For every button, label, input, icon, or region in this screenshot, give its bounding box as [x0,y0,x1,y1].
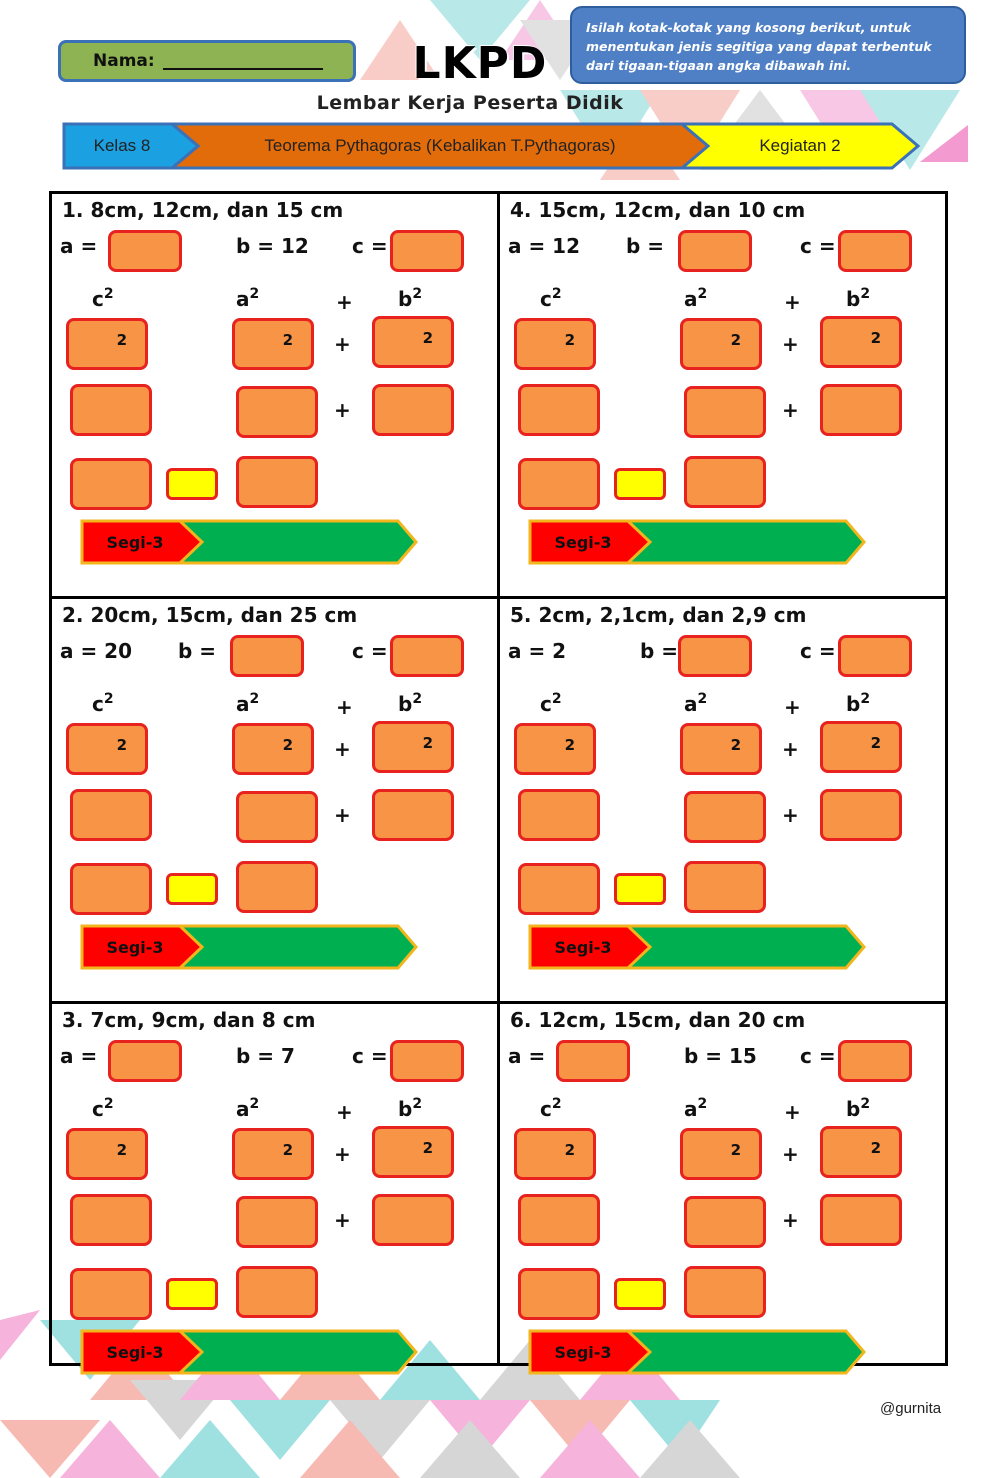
problem-cell-4 [500,194,948,600]
exponent-label: 2 [422,1139,433,1157]
b-squared-header: $b^2$ [398,691,423,716]
c-squared-header: $c^2$ [92,1096,114,1121]
input-a[interactable] [108,1040,182,1082]
input-a-plus-b-result[interactable] [684,456,766,508]
c-squared-header: $c^2$ [92,286,114,311]
label-c: c = [352,234,388,258]
plus-sign: + [782,803,799,827]
c-squared-header: $c^2$ [540,1096,562,1121]
a-squared-header: $a^2$ [684,1096,708,1121]
input-a-squared[interactable] [232,318,314,370]
input-a-squared[interactable] [680,723,762,775]
label-b: b = [626,234,665,258]
problem-title: 6. 12cm, 15cm, dan 20 cm [510,1008,806,1032]
label-c: c = [352,639,388,663]
input-a-squared-value[interactable] [236,791,318,843]
input-c-squared[interactable] [66,1128,148,1180]
input-a[interactable] [556,1040,630,1082]
problem-cell-1 [52,194,500,600]
input-a-squared-value[interactable] [684,1196,766,1248]
comparison-sign-input[interactable] [166,873,218,905]
exponent-label: 2 [730,331,741,349]
input-c[interactable] [838,635,912,677]
exponent-label: 2 [116,1141,127,1159]
label-c: c = [800,1044,836,1068]
label-a: a = 2 [508,639,567,663]
exponent-label: 2 [282,1141,293,1159]
label-b: b = 15 [684,1044,757,1068]
c-squared-header: $c^2$ [540,691,562,716]
credit-text: @gurnita [880,1400,942,1417]
input-b[interactable] [678,230,752,272]
plus-sign: + [334,1142,351,1166]
problem-cell-3 [52,1004,500,1410]
input-b-squared[interactable] [820,721,902,773]
instruction-box: Isilah kotak-kotak yang kosong berikut, untuk menentukan jenis segitiga yang dapat terbentuk dari tigaan-tigaan angka dibawah ini. [570,6,966,84]
input-a-squared[interactable] [232,723,314,775]
input-c-squared-value[interactable] [70,1194,152,1246]
banner-kegiatan: Kegiatan 2 [759,136,841,155]
problem-cell-5 [500,599,948,1005]
triangle-type-label: Segi-3 [106,1342,164,1362]
triangle-type-input[interactable] [192,1333,392,1371]
label-a: a = [60,234,98,258]
plus-sign: + [782,737,799,761]
input-a-squared-value[interactable] [684,791,766,843]
label-c: c = [352,1044,388,1068]
input-c-squared-value[interactable] [70,789,152,841]
label-b: b = [640,639,679,663]
comparison-sign-input[interactable] [614,1278,666,1310]
plus-sign-header: + [784,1100,801,1124]
input-c-squared-value[interactable] [70,384,152,436]
input-c-squared-result[interactable] [518,1268,600,1320]
b-squared-header: $b^2$ [846,1096,871,1121]
input-a-squared-value[interactable] [684,386,766,438]
b-squared-header: $b^2$ [398,286,423,311]
page-title: LKPD [412,38,548,89]
c-squared-header: $c^2$ [92,691,114,716]
input-a-squared[interactable] [680,1128,762,1180]
input-c-squared[interactable] [514,1128,596,1180]
comparison-sign-input[interactable] [166,468,218,500]
triangle-type-input[interactable] [640,928,840,966]
input-a-plus-b-result[interactable] [236,861,318,913]
input-c-squared[interactable] [514,723,596,775]
plus-sign-header: + [336,695,353,719]
input-c-squared[interactable] [66,723,148,775]
exponent-label: 2 [870,329,881,347]
input-c-squared-result[interactable] [70,863,152,915]
input-c-squared-result[interactable] [518,863,600,915]
triangle-type-label: Segi-3 [106,532,164,552]
input-a-squared-value[interactable] [236,1196,318,1248]
b-squared-header: $b^2$ [398,1096,423,1121]
triangle-type-label: Segi-3 [106,937,164,957]
a-squared-header: $a^2$ [684,691,708,716]
input-c[interactable] [390,1040,464,1082]
a-squared-header: $a^2$ [684,286,708,311]
exponent-label: 2 [870,734,881,752]
input-b-squared[interactable] [372,1126,454,1178]
plus-sign-header: + [336,290,353,314]
input-a-plus-b-result[interactable] [236,456,318,508]
input-b-squared-value[interactable] [820,789,902,841]
input-c-squared-result[interactable] [70,1268,152,1320]
triangle-type-input[interactable] [640,1333,840,1371]
label-a: a = [508,1044,546,1068]
input-a-squared[interactable] [232,1128,314,1180]
triangle-type-label: Segi-3 [554,937,612,957]
input-a-plus-b-result[interactable] [684,861,766,913]
plus-sign: + [334,1208,351,1232]
label-b: b = 7 [236,1044,295,1068]
a-squared-header: $a^2$ [236,1096,260,1121]
input-b[interactable] [230,635,304,677]
plus-sign-header: + [784,290,801,314]
name-field[interactable] [58,40,356,82]
input-c[interactable] [838,1040,912,1082]
name-label: Nama: [93,51,155,71]
input-a-squared-value[interactable] [236,386,318,438]
problem-title: 4. 15cm, 12cm, dan 10 cm [510,198,806,222]
plus-sign: + [334,737,351,761]
plus-sign: + [782,332,799,356]
banner-topic: Teorema Pythagoras (Kebalikan T.Pythagoras) [264,136,616,155]
label-c: c = [800,639,836,663]
input-a-plus-b-result[interactable] [684,1266,766,1318]
problem-title: 3. 7cm, 9cm, dan 8 cm [62,1008,316,1032]
exponent-label: 2 [730,736,741,754]
plus-sign: + [782,398,799,422]
triangle-type-label: Segi-3 [554,532,612,552]
exponent-label: 2 [116,736,127,754]
exponent-label: 2 [282,331,293,349]
exponent-label: 2 [730,1141,741,1159]
exponent-label: 2 [564,1141,575,1159]
exponent-label: 2 [564,736,575,754]
problem-title: 2. 20cm, 15cm, dan 25 cm [62,603,358,627]
page-subtitle: Lembar Kerja Peserta Didik [316,92,624,114]
a-squared-header: $a^2$ [236,286,260,311]
input-c-squared[interactable] [514,318,596,370]
exponent-label: 2 [282,736,293,754]
label-b: b = 12 [236,234,309,258]
label-a: a = 12 [508,234,581,258]
triangle-type-input[interactable] [192,523,392,561]
input-a-squared[interactable] [680,318,762,370]
b-squared-header: $b^2$ [846,691,871,716]
input-c[interactable] [838,230,912,272]
comparison-sign-input[interactable] [614,468,666,500]
exponent-label: 2 [422,734,433,752]
triangle-type-label: Segi-3 [554,1342,612,1362]
label-a: a = 20 [60,639,133,663]
problem-cell-6 [500,1004,948,1410]
label-a: a = [60,1044,98,1068]
input-c-squared[interactable] [66,318,148,370]
name-underline [163,52,323,70]
input-b-squared[interactable] [820,1126,902,1178]
exponent-label: 2 [116,331,127,349]
comparison-sign-input[interactable] [614,873,666,905]
exponent-label: 2 [422,329,433,347]
plus-sign: + [334,398,351,422]
input-b-squared-value[interactable] [820,1194,902,1246]
input-b-squared[interactable] [820,316,902,368]
input-c-squared-value[interactable] [518,1194,600,1246]
input-c[interactable] [390,635,464,677]
problem-cell-2 [52,599,500,1005]
input-b-squared-value[interactable] [372,384,454,436]
b-squared-header: $b^2$ [846,286,871,311]
input-c-squared-value[interactable] [518,384,600,436]
problem-title: 5. 2cm, 2,1cm, dan 2,9 cm [510,603,807,627]
input-b-squared[interactable] [372,721,454,773]
input-b[interactable] [678,635,752,677]
input-b-squared-value[interactable] [820,384,902,436]
triangle-type-input[interactable] [192,928,392,966]
input-b-squared-value[interactable] [372,789,454,841]
exponent-label: 2 [870,1139,881,1157]
plus-sign: + [334,332,351,356]
problem-title: 1. 8cm, 12cm, dan 15 cm [62,198,344,222]
plus-sign-header: + [784,695,801,719]
input-a-plus-b-result[interactable] [236,1266,318,1318]
a-squared-header: $a^2$ [236,691,260,716]
label-c: c = [800,234,836,258]
input-b-squared[interactable] [372,316,454,368]
plus-sign: + [782,1142,799,1166]
plus-sign: + [334,803,351,827]
plus-sign: + [782,1208,799,1232]
input-c-squared-result[interactable] [518,458,600,510]
plus-sign-header: + [336,1100,353,1124]
comparison-sign-input[interactable] [166,1278,218,1310]
label-b: b = [178,639,217,663]
input-b-squared-value[interactable] [372,1194,454,1246]
banner-kelas: Kelas 8 [93,136,151,155]
input-c-squared-value[interactable] [518,789,600,841]
exponent-label: 2 [564,331,575,349]
c-squared-header: $c^2$ [540,286,562,311]
input-c-squared-result[interactable] [70,458,152,510]
input-c[interactable] [390,230,464,272]
triangle-type-input[interactable] [640,523,840,561]
input-a[interactable] [108,230,182,272]
